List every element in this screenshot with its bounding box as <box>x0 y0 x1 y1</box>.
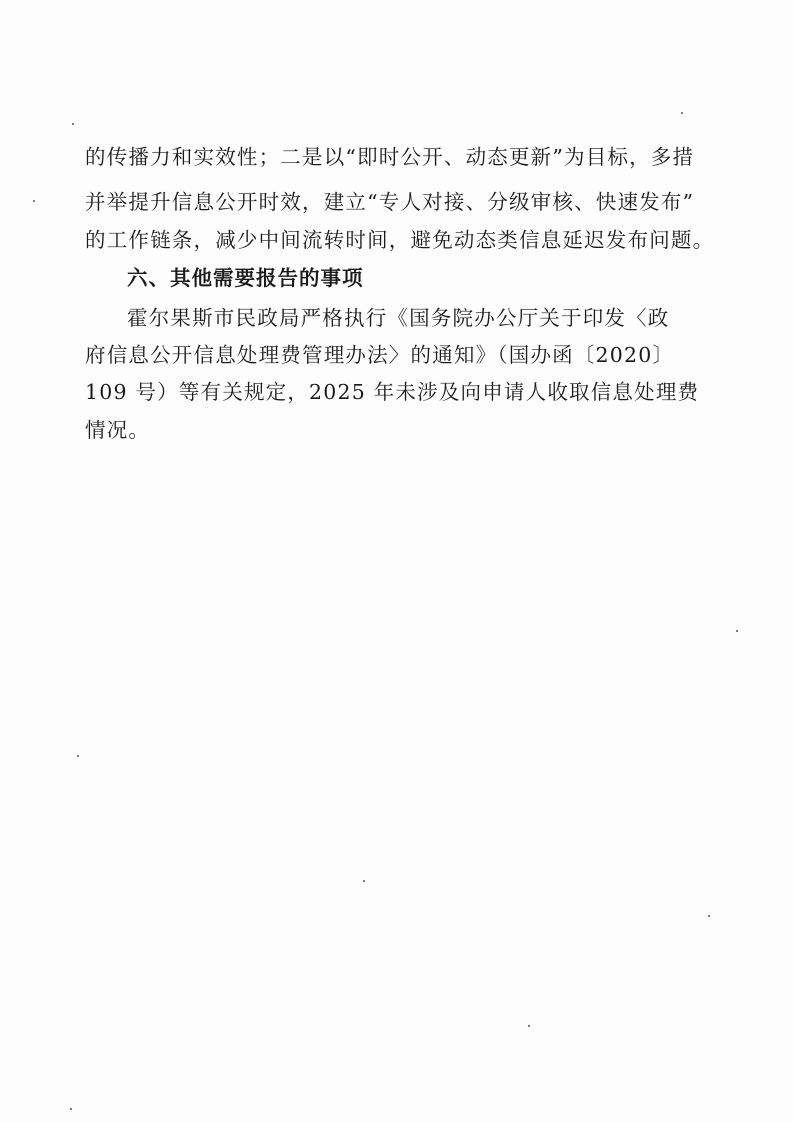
scan-speck <box>528 1025 530 1027</box>
scan-speck <box>77 755 79 757</box>
scan-speck <box>363 880 365 882</box>
scan-speck <box>736 630 738 632</box>
section-heading: 六、其他需要报告的事项 <box>127 266 364 290</box>
paragraph-1-line-1: 的传播力和实效性；二是以“即时公开、动态更新”为目标，多措 <box>85 145 695 169</box>
paragraph-2-line-4: 情况。 <box>85 418 151 442</box>
paragraph-2-line-3: 109 号）等有关规定，2025 年未涉及向申请人收取信息处理费 <box>85 380 700 404</box>
scan-speck <box>72 123 74 125</box>
scan-speck <box>708 915 710 917</box>
scan-speck <box>70 1108 72 1110</box>
paragraph-2-line-1: 霍尔果斯市民政局严格执行《国务院办公厅关于印发〈政 <box>127 306 670 330</box>
scan-speck <box>33 200 35 202</box>
paragraph-1-line-2: 并举提升信息公开时效，建立“专人对接、分级审核、快速发布” <box>85 190 695 214</box>
paragraph-2-line-2: 府信息公开信息处理费管理办法〉的通知》（国办函〔2020〕 <box>85 343 675 367</box>
paragraph-1-line-3: 的工作链条，减少中间流转时间，避免动态类信息延迟发布问题。 <box>85 228 715 252</box>
scan-speck <box>681 112 683 114</box>
